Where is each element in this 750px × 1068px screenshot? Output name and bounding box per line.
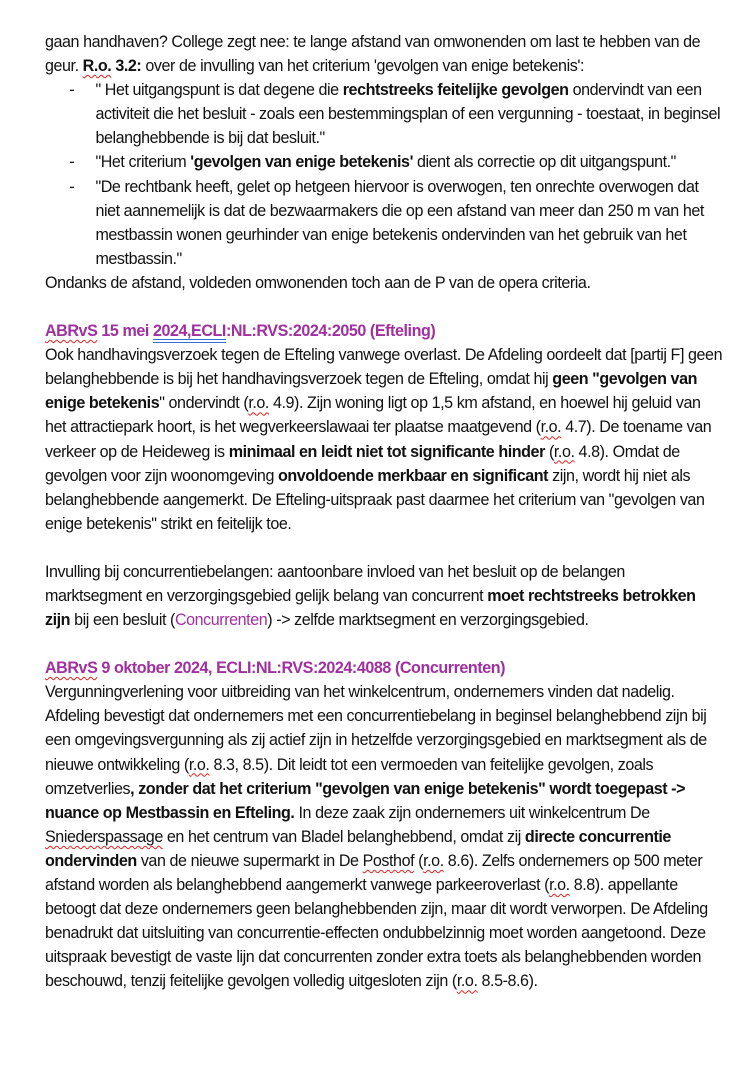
bullet-dash: - xyxy=(69,152,75,172)
list-item: - "De rechtbank heeft, gelet op hetgeen hiervoor is overwogen, ten onrechte overwogen dat niet aannemelijk is dat de bezwaarmakers die op een afstand van meer dan 250 m van het mestbassin wonen geurhinder van enige betekenis ondervinden van het gebruik van het mestbassin." xyxy=(69,176,704,268)
ro-reference: R.o. xyxy=(82,56,112,76)
efteling-heading: ABRvS 15 mei 2024,ECLI:NL:RVS:2024:2050 (Efteling) xyxy=(45,321,436,341)
bullet-dash: - xyxy=(69,176,75,196)
list-item: - " Het uitgangspunt is dat degene die rechtstreeks feitelijke gevolgen ondervindt van een activiteit die het besluit - zoals een bestemmingsplan of een vergunning - toestaat, in beginsel belanghebbende is bij dat besluit." xyxy=(69,80,721,148)
concurrenten-heading: ABRvS 9 oktober 2024, ECLI:NL:RVS:2024:4088 (Concurrenten) xyxy=(45,658,506,678)
list-item: - "Het criterium 'gevolgen van enige betekenis' dient als correctie op dit uitgangspunt." xyxy=(45,150,724,174)
bullet-dash: - xyxy=(69,80,75,100)
concurrenten-link[interactable]: Concurrenten xyxy=(174,610,268,630)
document-page xyxy=(45,30,724,993)
quote-list xyxy=(45,78,724,271)
concurrenten-paragraph: Vergunningverlening voor uitbreiding van het winkelcentrum, ondernemers vinden dat nadelig. Afdeling bevestigt dat ondernemers met een concurrentiebelang in beginsel belanghebbend zijn bij een omgevingsvergunning als zij actief zijn in hetzelfde verzorgingsgebied en marktsegment als de nieuwe ontwikkeling (r.o. 8.3, 8.5). Dit leidt tot een vermoeden van feitelijke gevolgen, zoals omzetverlies, zonder dat het criterium "gevolgen van enige betekenis" wordt toegepast -> nuance op Mestbassin en Efteling. In deze zaak zijn ondernemers uit winkelcentrum De Sniederspassage en het centrum van Bladel belanghebbend, omdat zij directe concurrentie ondervinden van de nieuwe supermarkt in De Posthof (r.o. 8.6). Zelfs ondernemers op 500 meter afstand worden als belanghebbend aangemerkt vanwege parkeeroverlast (r.o. 8.8). appellante betoogt dat deze ondernemers geen belanghebbenden zijn, maar dit wordt verworpen. De Afdeling benadrukt dat uitsluiting van concurrentie-effecten ondubbelzinnig moet worden aangetoond. Deze uitspraak bevestigt de vaste lijn dat concurrenten zonder extra toets als belanghebbenden worden beschouwd, tenzij feitelijke gevolgen volledig uitgesloten zijn (r.o. 8.5-8.6). xyxy=(45,682,708,991)
intro-paragraph: gaan handhaven? College zegt nee: te lange afstand van omwonenden om last te hebben van de geur. R.o. 3.2: over de invulling van het criterium 'gevolgen van enige betekenis': xyxy=(45,32,701,76)
ecli-link[interactable]: 2024,ECLI xyxy=(152,321,226,341)
concurrentie-intro-paragraph: Invulling bij concurrentiebelangen: aantoonbare invloed van het besluit op de belangen marktsegment en verzorgingsgebied gelijk belang van concurrent moet rechtstreeks betrokken zijn bij een besluit (Concurrenten) -> zelfde marktsegment en verzorgingsgebied. xyxy=(45,561,696,630)
conclusion-paragraph: Ondanks de afstand, voldeden omwonenden toch aan de P van de opera criteria. xyxy=(45,272,591,292)
efteling-paragraph: Ook handhavingsverzoek tegen de Efteling vanwege overlast. De Afdeling oordeelt dat [partij F] geen belanghebbende is bij het handhavingsverzoek tegen de Efteling, omdat hij geen "gevolgen van enige betekenis" ondervindt (r.o. 4.9). Zijn woning ligt op 1,5 km afstand, en hoewel hij geluid van het attractiepark hoort, is het wegverkeerslawaai ter plaatse maatgevend (r.o. 4.7). De toename van verkeer op de Heideweg is minimaal en leidt niet tot significante hinder (r.o. 4.8). Omdat de gevolgen voor zijn woonomgeving onvoldoende merkbaar en significant zijn, wordt hij niet als belanghebbende aangemerkt. De Efteling-uitspraak past daarmee het criterium van "gevolgen van enige betekenis" strikt en feitelijk toe. xyxy=(45,345,723,533)
